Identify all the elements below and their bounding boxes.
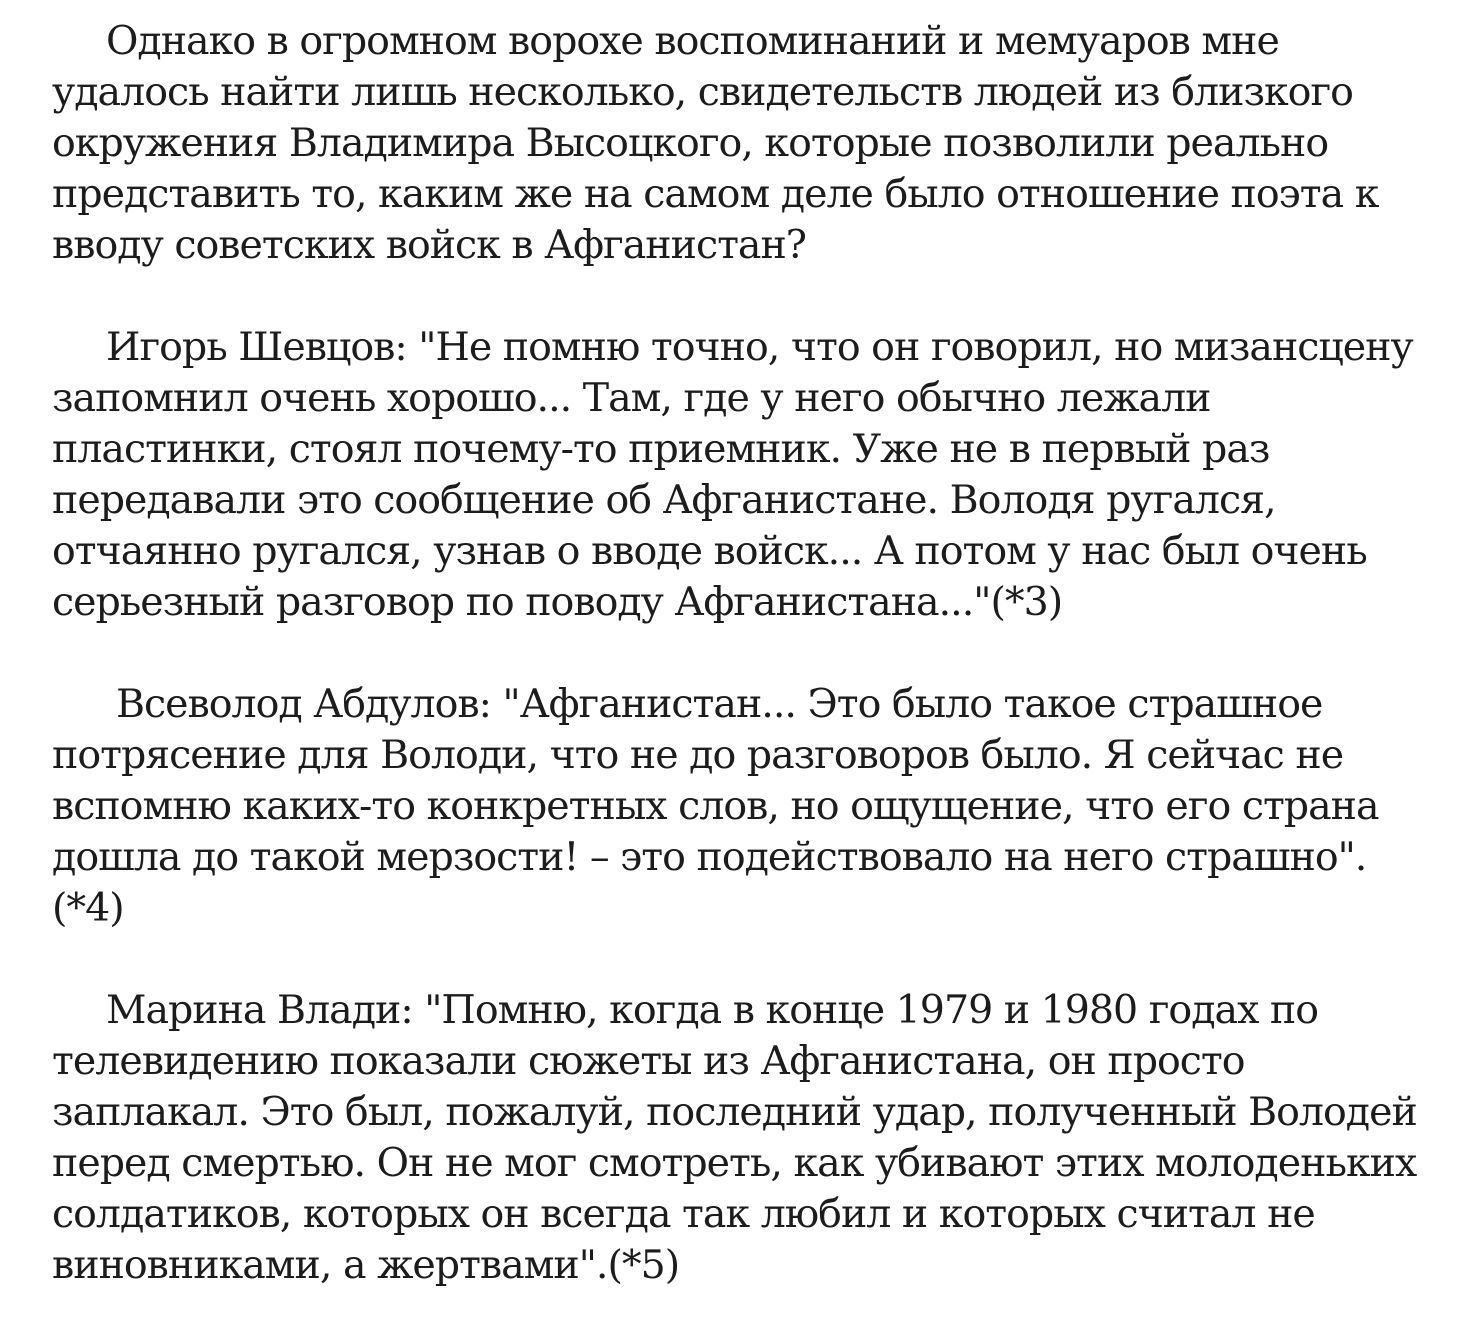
paragraph-quote-abdulov-text: Всеволод Абдулов: "Афганистан... Это было такое страшное потрясение для Володи, что не до разговоров было. Я сейчас не вспомню каких-то конкретных слов, но ощущение, что его страна дошла до такой мерзости! – это подействовало на него страшно". (*4) [52,681,1379,931]
paragraph-quote-shevtsov [52,322,1461,628]
paragraph-quote-vladi-text: Марина Влади: "Помню, когда в конце 1979 и 1980 годах по телевидению показали сюжеты из Афганистана, он просто заплакал. Это был, пожалуй, последний удар, полученный Володей перед смертью. Он не мог смотреть, как убивают этих молоденьких солдатиков, которых он всегда так любил и которых считал не виновниками, а жертвами".(*5) [52,987,1417,1288]
paragraph-quote-shevtsov-text: Игорь Шевцов: "Не помню точно, что он говорил, но мизансцену запомнил очень хорошо... Там, где у него обычно лежали пластинки, стоял почему-то приемник. Уже не в первый раз передавали это сообщение об Афганистане. Володя ругался, отчаянно ругался, узнав о вводе войск... А потом у нас был очень серьезный разговор по поводу Афганистана..."(*3) [52,324,1413,625]
paragraph-quote-vladi [52,985,1461,1291]
paragraph-intro-text: Однако в огромном ворохе воспоминаний и мемуаров мне удалось найти лишь несколько, свидетельств людей из близкого окружения Владимира Высоцкого, которые позволили реально представить то, каким же на самом деле было отношение поэта к вводу советских войск в Афганистан? [52,18,1379,268]
paragraph-quote-abdulov [52,679,1461,934]
paragraph-intro [52,16,1461,271]
